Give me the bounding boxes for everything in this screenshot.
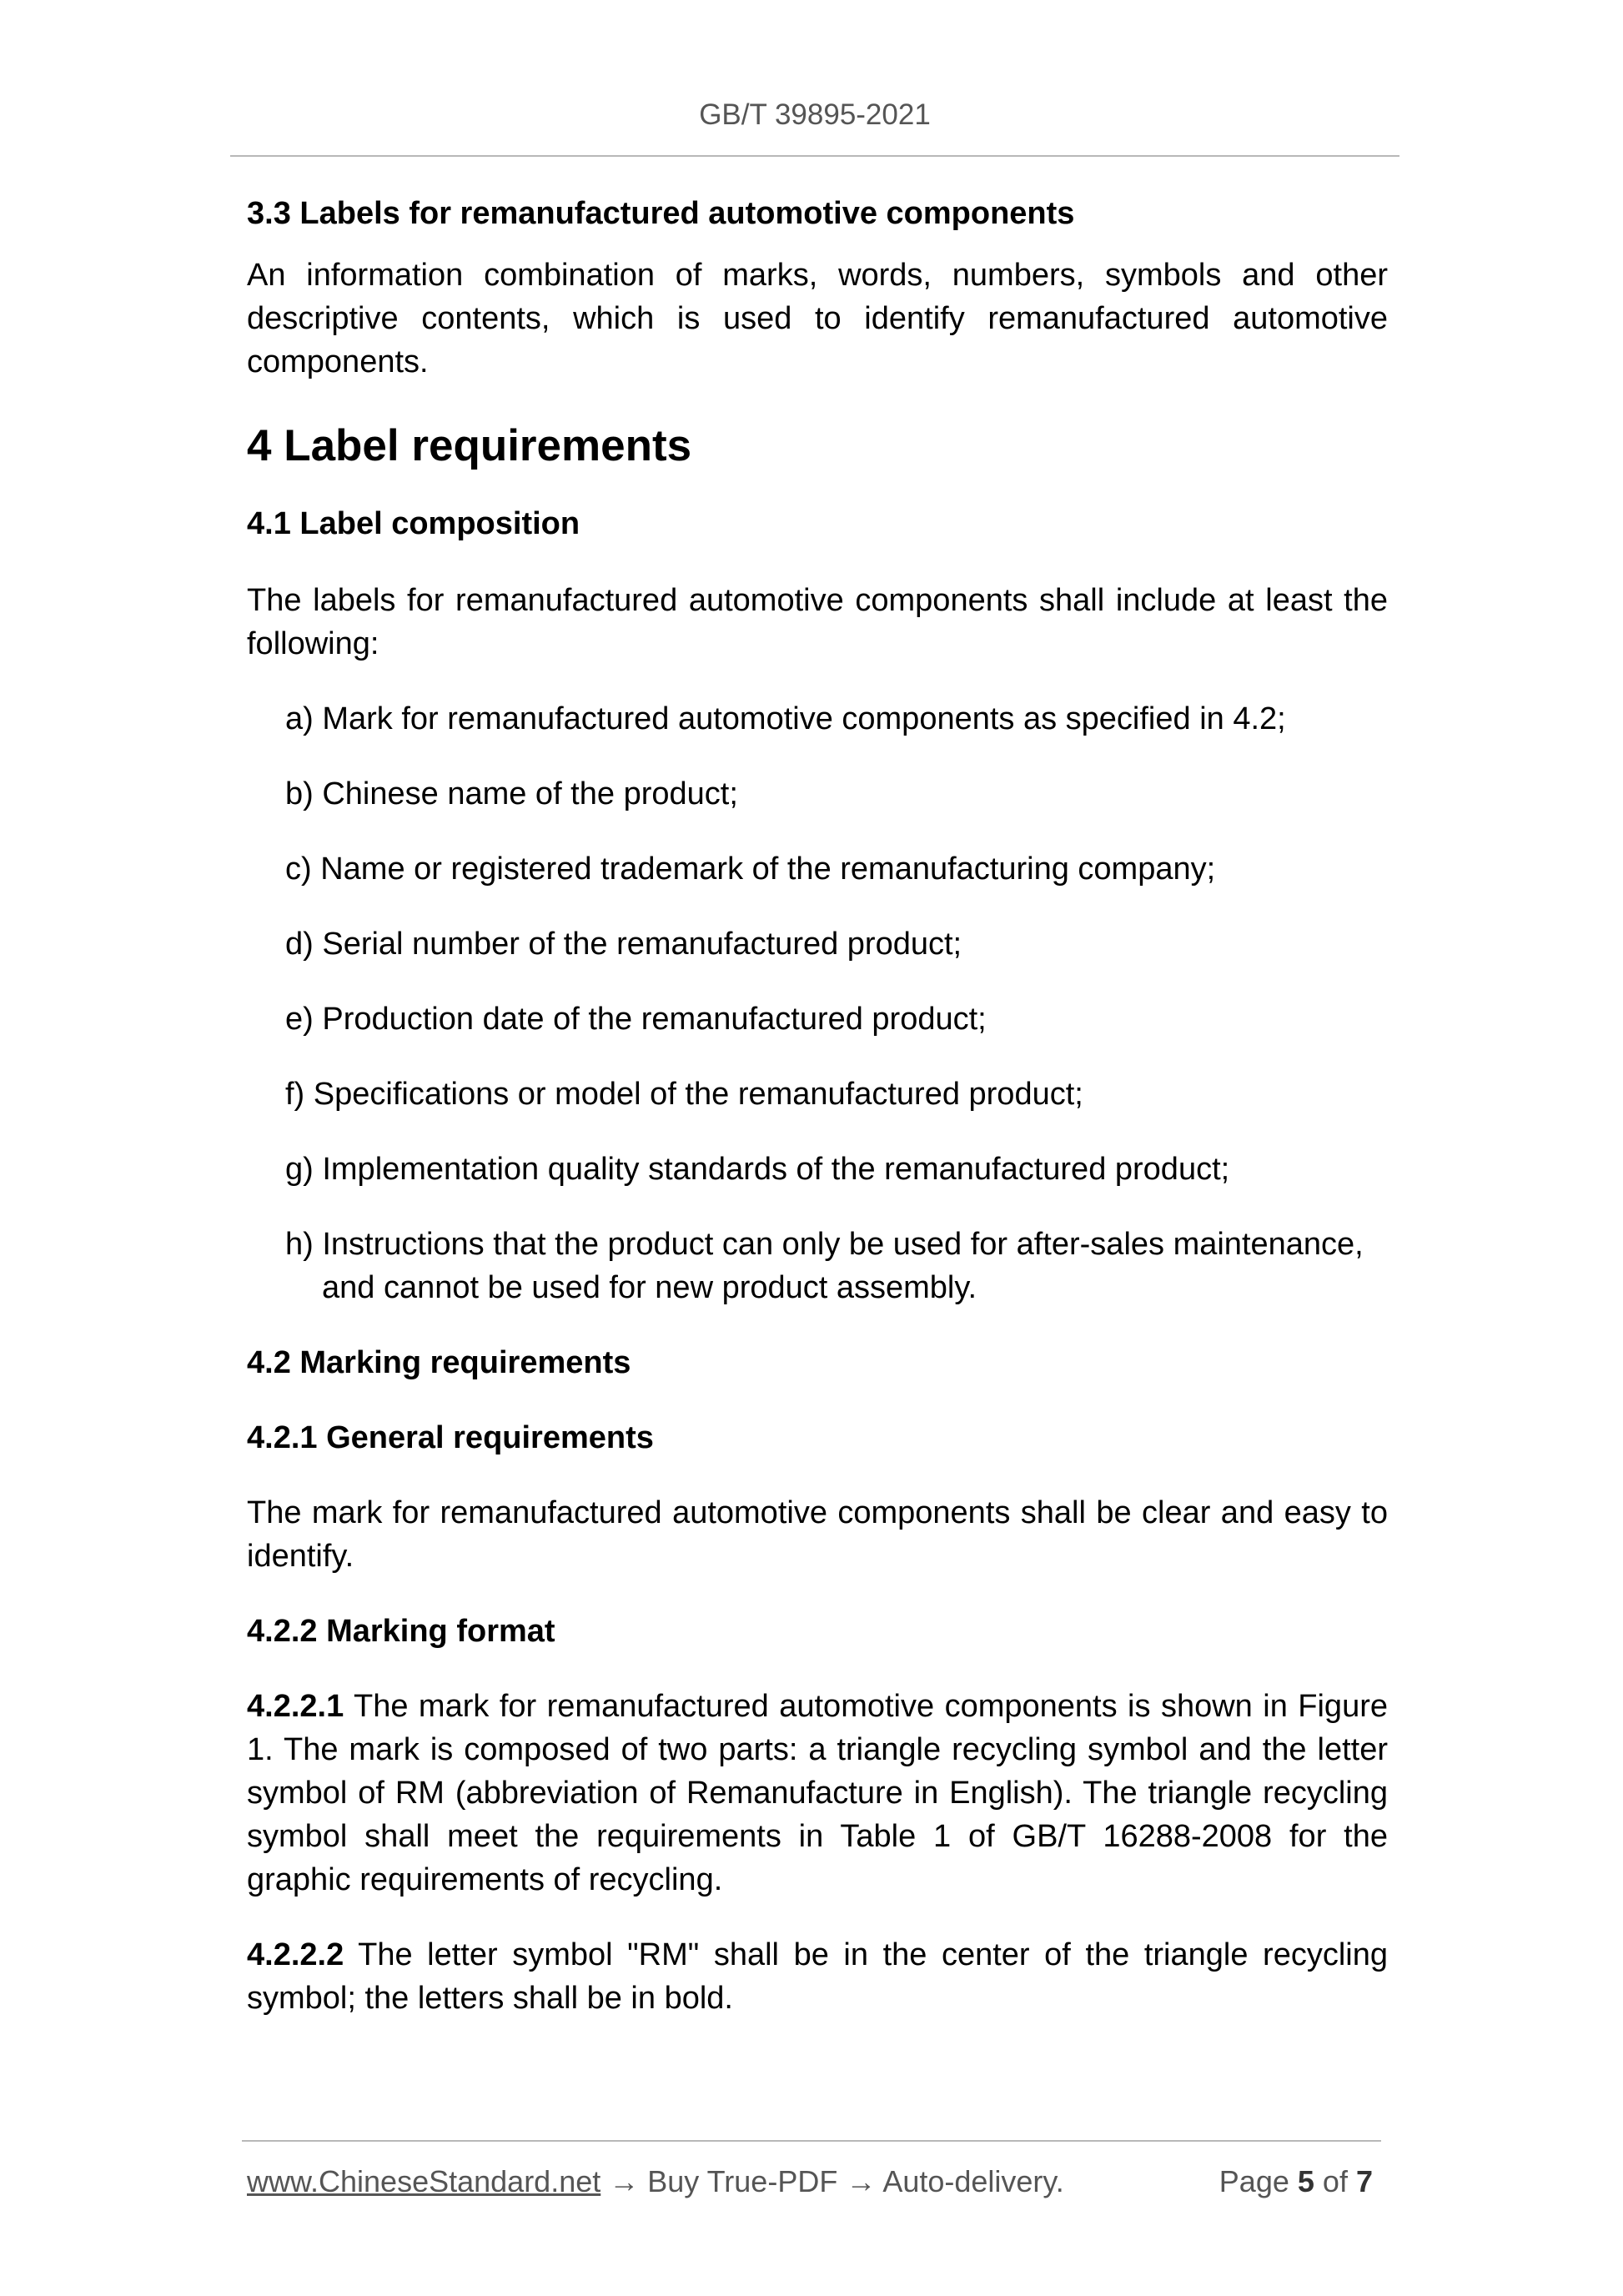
section-4-2-2-heading: 4.2.2 Marking format <box>247 1614 555 1649</box>
page-indicator <box>1219 2162 1373 2202</box>
section-4-2-heading: 4.2 Marking requirements <box>247 1345 631 1380</box>
list-item: h) Instructions that the product can only be used for after-sales maintenance, and cannot be used for new product assembly. <box>285 1227 1364 1305</box>
section-3-3-text: An information combination of marks, words, numbers, symbols and other descriptive contents, which is used to identify remanufactured automotive components. <box>247 258 1388 379</box>
page-total: 7 <box>1355 2164 1373 2198</box>
section-4-1-heading: 4.1 Label composition <box>247 506 580 541</box>
section-4-2-1-text: The mark for remanufactured automotive components shall be clear and easy to identify. <box>247 1495 1388 1574</box>
document-code-header: GB/T 39895-2021 <box>699 98 931 131</box>
section-4-heading: 4 Label requirements <box>247 421 692 470</box>
section-3-3-heading: 3.3 Labels for remanufactured automotive components <box>247 196 1075 231</box>
list-item: c) Name or registered trademark of the remanufacturing company; <box>285 852 1216 887</box>
list-item: b) Chinese name of the product; <box>285 776 738 811</box>
list-item: d) Serial number of the remanufactured product; <box>285 927 962 962</box>
clause-text: The letter symbol "RM" shall be in the center of the triangle recycling symbol; the letters shall be in bold. <box>247 1937 1388 2016</box>
list-item: g) Implementation quality standards of the remanufactured product; <box>285 1152 1230 1187</box>
page-of: of <box>1322 2164 1348 2198</box>
page-current: 5 <box>1297 2164 1314 2198</box>
clause-number: 4.2.2.2 <box>247 1937 344 1972</box>
section-4-2-1-heading: 4.2.1 General requirements <box>247 1420 654 1455</box>
footer-tagline: → Buy True-PDF → Auto-delivery. <box>600 2164 1064 2198</box>
list-item: e) Production date of the remanufactured product; <box>285 1002 987 1037</box>
section-4-2-2-2-paragraph <box>247 1933 1388 2020</box>
clause-number: 4.2.2.1 <box>247 1689 344 1724</box>
header-divider <box>230 155 1399 157</box>
page-label: Page <box>1219 2164 1289 2198</box>
section-4-1-intro: The labels for remanufactured automotive components shall include at least the following: <box>247 583 1388 661</box>
list-item: a) Mark for remanufactured automotive components as specified in 4.2; <box>285 701 1286 736</box>
list-item: f) Specifications or model of the remanufactured product; <box>285 1077 1083 1112</box>
clause-text: The mark for remanufactured automotive components is shown in Figure 1. The mark is composed of two parts: a triangle recycling symbol and the letter symbol of RM (abbreviation of Remanufacture in English). The triangle recycling symbol shall meet the requirements in Table 1 of GB/T 16288-2008 for the graphic requirements of recycling. <box>247 1689 1388 1897</box>
footer-divider <box>242 2140 1381 2142</box>
website-link[interactable]: www.ChineseStandard.net <box>247 2164 601 2198</box>
section-4-2-2-1-paragraph <box>247 1685 1388 1902</box>
document-body <box>247 192 1388 2020</box>
page-footer <box>247 2162 1381 2202</box>
